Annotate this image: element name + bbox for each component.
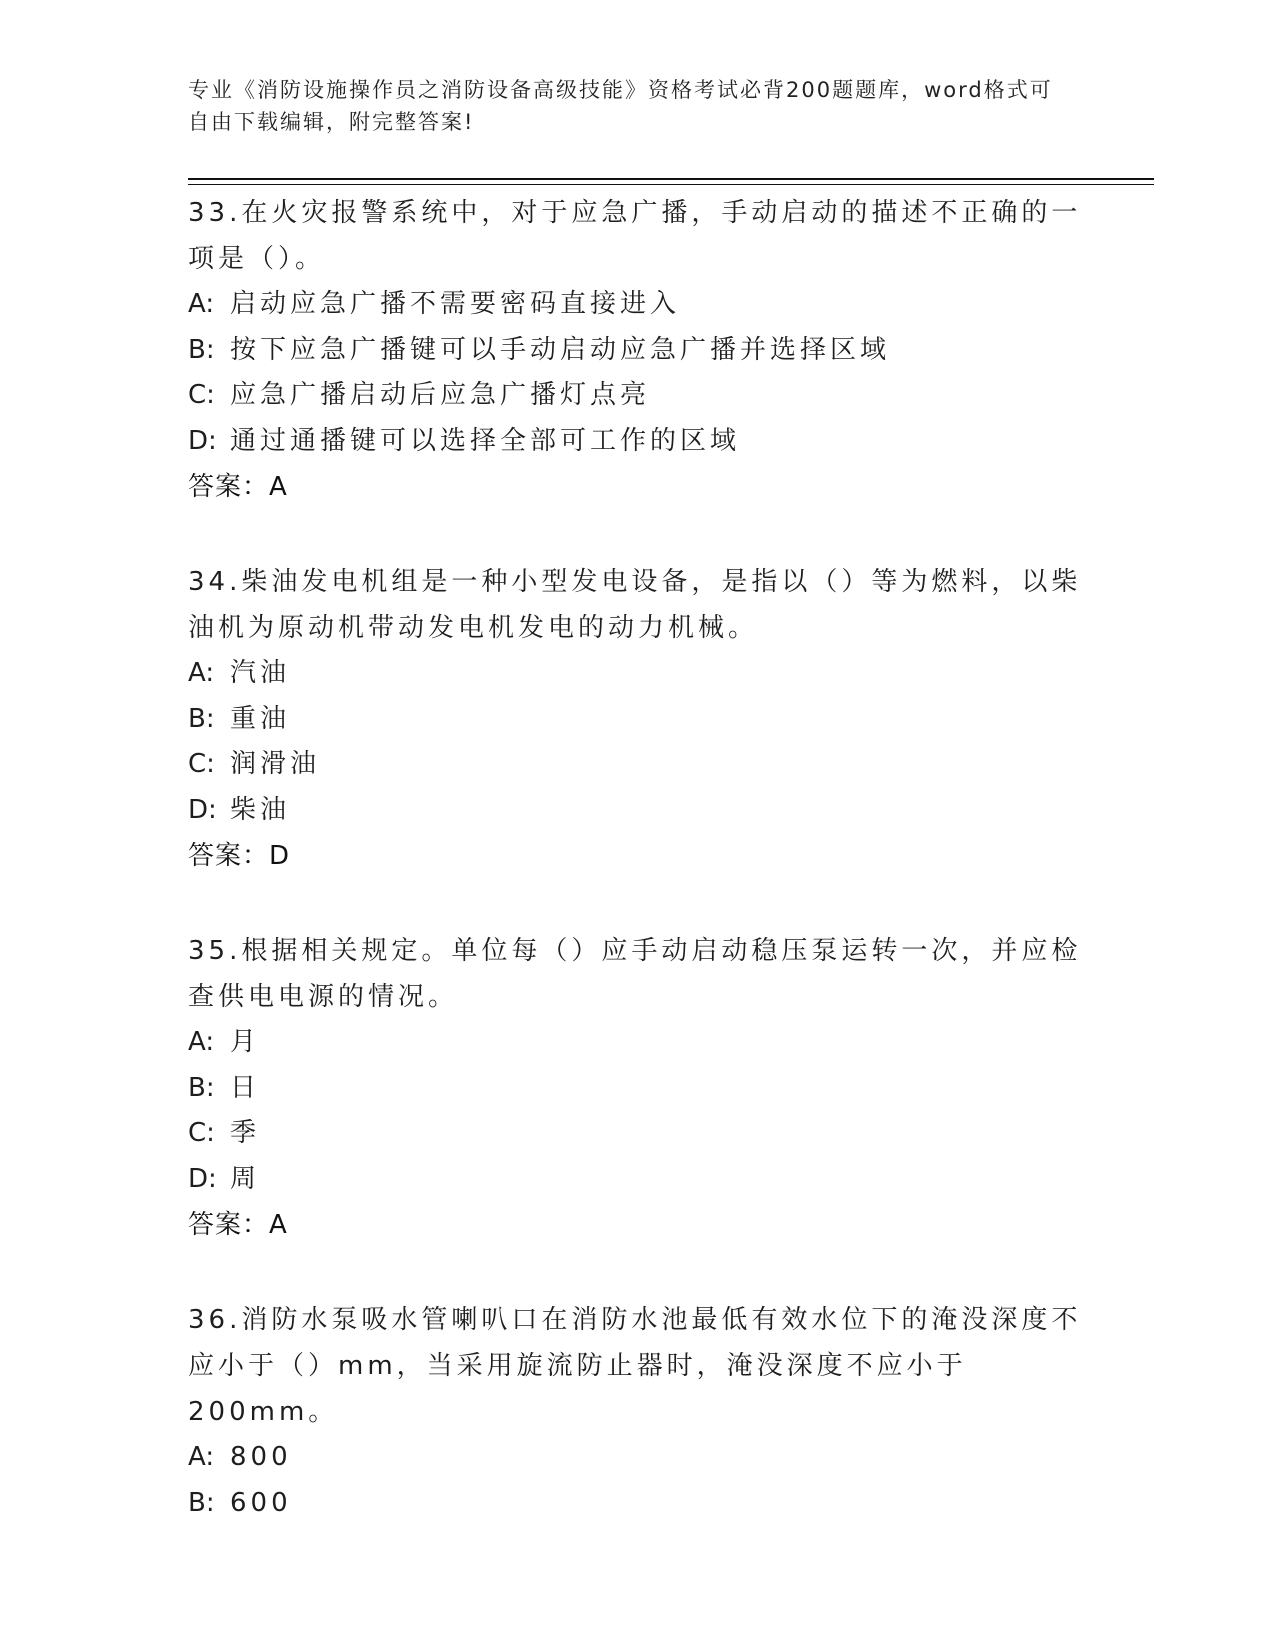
option-key: D:: [188, 794, 217, 825]
option-a: [188, 1020, 1088, 1066]
option-text: 周: [230, 1163, 261, 1194]
option-key: A:: [188, 1027, 215, 1057]
answer-line: 答案：A: [188, 472, 288, 502]
document-header: 专业《消防设施操作员之消防设备高级技能》资格考试必背200题题库，word格式可自由下载编辑，附完整答案!: [188, 78, 1053, 134]
option-key: D:: [188, 1163, 217, 1194]
option-key: B:: [188, 703, 215, 734]
option-key: B:: [188, 1072, 215, 1103]
option-key: B:: [188, 334, 215, 365]
option-text: 通过通播键可以选择全部可工作的区域: [230, 425, 741, 456]
option-c: [188, 742, 1088, 788]
option-d: [188, 788, 1088, 834]
option-key: C:: [188, 380, 215, 410]
option-key: C:: [188, 1118, 215, 1148]
option-text: 润滑油: [230, 749, 321, 779]
question-34: [188, 559, 1088, 879]
option-a: [188, 1435, 1088, 1481]
option-b: [188, 328, 1088, 374]
option-key: A:: [188, 1442, 215, 1472]
option-c: [188, 1111, 1088, 1157]
option-a: [188, 282, 1088, 328]
option-a: [188, 651, 1088, 697]
option-text: 按下应急广播键可以手动启动应急广播并选择区域: [230, 334, 891, 365]
option-key: A:: [188, 658, 215, 688]
option-d: [188, 1157, 1088, 1203]
question-stem: 36.消防水泵吸水管喇叭口在消防水池最低有效水位下的淹没深度不应小于（）mm，当采用旋流防止器时，淹没深度不应小于200mm。: [188, 1305, 1082, 1427]
option-text: 启动应急广播不需要密码直接进入: [230, 289, 681, 319]
header-rule-thick: [188, 178, 1154, 180]
option-b: [188, 697, 1088, 743]
option-text: 柴油: [230, 794, 291, 825]
answer-line: 答案：A: [188, 1210, 288, 1240]
option-text: 月: [230, 1027, 261, 1057]
option-c: [188, 373, 1088, 419]
question-stem: 34.柴油发电机组是一种小型发电设备，是指以（）等为燃料，以柴油机为原动机带动发电机发电的动力机械。: [188, 567, 1082, 643]
question-35: [188, 928, 1088, 1248]
option-b: [188, 1066, 1088, 1112]
option-text: 应急广播启动后应急广播灯点亮: [230, 380, 651, 410]
option-text: 季: [230, 1118, 261, 1148]
answer-line: 答案：D: [188, 841, 291, 871]
option-b: [188, 1481, 1088, 1527]
question-stem: 33.在火灾报警系统中，对于应急广播，手动启动的描述不正确的一项是（）。: [188, 198, 1082, 274]
option-d: [188, 419, 1088, 465]
header-rule-thin: [188, 184, 1154, 185]
question-33: [188, 190, 1088, 510]
option-key: D:: [188, 425, 217, 456]
option-text: 800: [230, 1442, 292, 1472]
option-key: A:: [188, 289, 215, 319]
option-key: B:: [188, 1487, 215, 1518]
question-list: [188, 190, 1088, 1575]
question-stem: 35.根据相关规定。单位每（）应手动启动稳压泵运转一次，并应检查供电电源的情况。: [188, 936, 1082, 1012]
option-text: 600: [230, 1487, 292, 1518]
option-text: 汽油: [230, 658, 291, 688]
question-36: [188, 1297, 1088, 1526]
option-text: 日: [230, 1072, 261, 1103]
option-key: C:: [188, 749, 215, 779]
option-text: 重油: [230, 703, 291, 734]
